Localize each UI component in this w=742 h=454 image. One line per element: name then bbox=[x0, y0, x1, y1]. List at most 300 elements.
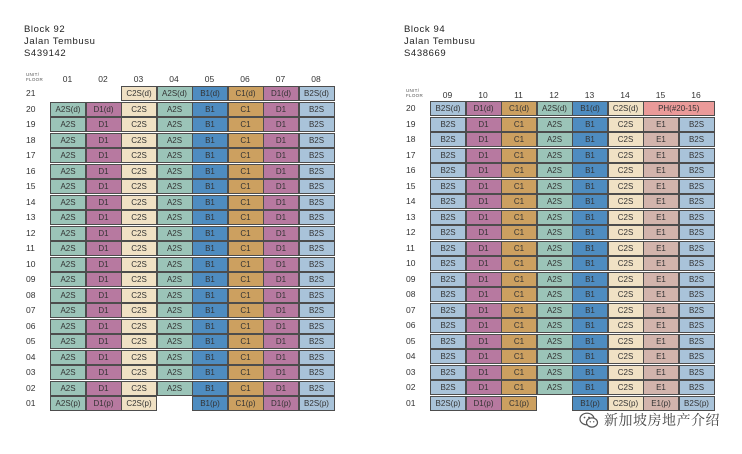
unit-cell: D1 bbox=[466, 365, 502, 380]
unit-cell: A2S bbox=[157, 133, 193, 148]
unit-cell: D1 bbox=[263, 365, 299, 380]
unit-cell: C1 bbox=[501, 256, 537, 271]
unit-cell: D1 bbox=[86, 272, 122, 287]
unit-cell: C2S bbox=[608, 117, 644, 132]
unit-cell: E1 bbox=[643, 163, 679, 178]
unit-cell: C2S(p) bbox=[608, 396, 644, 411]
block-92-header bbox=[24, 24, 96, 60]
unit-cell: A2S(p) bbox=[50, 396, 86, 411]
unit-cell: A2S bbox=[50, 334, 86, 349]
unit-cell: B1 bbox=[572, 272, 608, 287]
unit-cell: E1 bbox=[643, 148, 679, 163]
unit-cell: C2S bbox=[121, 303, 157, 318]
unit-column-header: 07 bbox=[275, 74, 286, 84]
unit-column-header: 09 bbox=[442, 90, 453, 100]
unit-cell: E1 bbox=[643, 210, 679, 225]
unit-cell: C2S bbox=[121, 350, 157, 365]
unit-cell: A2S bbox=[50, 350, 86, 365]
unit-cell: B2S bbox=[679, 179, 715, 194]
unit-column-header: 14 bbox=[620, 90, 630, 100]
unit-cell: C1 bbox=[228, 365, 264, 380]
unit-cell: E1 bbox=[643, 256, 679, 271]
unit-cell: B2S bbox=[299, 350, 335, 365]
unit-cell: C1 bbox=[501, 365, 537, 380]
floor-row-label: 18 bbox=[26, 134, 36, 145]
unit-cell: B2S bbox=[430, 272, 466, 287]
unit-cell: D1 bbox=[263, 210, 299, 225]
unit-cell: B1 bbox=[192, 350, 228, 365]
floor-row-label: 16 bbox=[406, 165, 416, 175]
unit-cell: A2S bbox=[537, 256, 573, 271]
unit-cell: D1 bbox=[466, 349, 502, 364]
unit-cell: D1 bbox=[263, 148, 299, 163]
unit-cell: A2S bbox=[157, 148, 193, 163]
unit-cell: D1 bbox=[466, 179, 502, 194]
unit-cell: B2S bbox=[430, 318, 466, 333]
unit-floor-corner-label: UNIT/ FLOOR bbox=[26, 72, 44, 82]
unit-cell: B1(p) bbox=[572, 396, 608, 411]
unit-cell: B2S bbox=[430, 132, 466, 147]
unit-cell: B1 bbox=[192, 179, 228, 194]
unit-cell: C1(p) bbox=[228, 396, 264, 411]
unit-cell: C1 bbox=[501, 148, 537, 163]
unit-cell: B1 bbox=[192, 241, 228, 256]
unit-cell: D1 bbox=[86, 319, 122, 334]
unit-cell: E1 bbox=[643, 272, 679, 287]
unit-cell: E1 bbox=[643, 179, 679, 194]
unit-cell: E1 bbox=[643, 303, 679, 318]
unit-floor-corner-label: UNIT/ FLOOR bbox=[406, 88, 424, 98]
unit-cell: B2S bbox=[299, 210, 335, 225]
unit-cell: E1 bbox=[643, 365, 679, 380]
unit-cell: C2S bbox=[121, 319, 157, 334]
unit-cell: E1 bbox=[643, 241, 679, 256]
unit-cell: D1 bbox=[466, 318, 502, 333]
floor-row-label: 19 bbox=[26, 119, 36, 129]
unit-cell: B1 bbox=[192, 319, 228, 334]
unit-cell: D1 bbox=[86, 133, 122, 148]
unit-cell: C1 bbox=[228, 210, 264, 225]
unit-cell: D1 bbox=[466, 132, 502, 147]
unit-cell: B1 bbox=[192, 117, 228, 132]
unit-cell: C2S bbox=[121, 365, 157, 380]
unit-cell: C1 bbox=[228, 319, 264, 334]
unit-cell: C1 bbox=[501, 241, 537, 256]
unit-cell: B2S bbox=[430, 194, 466, 209]
unit-column-header: 15 bbox=[655, 90, 666, 100]
unit-cell: B2S bbox=[430, 380, 466, 395]
unit-cell: B1 bbox=[192, 288, 228, 303]
unit-cell: A2S bbox=[537, 334, 573, 349]
floor-row-label: 07 bbox=[406, 304, 416, 315]
floor-row-label: 16 bbox=[26, 165, 36, 176]
unit-cell: D1(p) bbox=[466, 396, 502, 411]
unit-cell: PH(#20-15) bbox=[643, 101, 715, 116]
floor-row-label: 06 bbox=[406, 320, 416, 330]
unit-cell: A2S bbox=[157, 272, 193, 287]
wechat-icon bbox=[579, 412, 599, 429]
unit-cell: B2S(p) bbox=[299, 396, 335, 411]
unit-cell: D1 bbox=[466, 225, 502, 240]
unit-cell: B1 bbox=[572, 132, 608, 147]
unit-cell: D1 bbox=[466, 303, 502, 318]
floor-row-label: 05 bbox=[406, 335, 416, 346]
unit-cell: E1 bbox=[643, 334, 679, 349]
unit-cell: B2S bbox=[430, 365, 466, 380]
unit-cell: A2S(d) bbox=[157, 86, 193, 101]
unit-cell: B1 bbox=[572, 287, 608, 302]
floor-row-label: 02 bbox=[26, 382, 36, 393]
floor-row-label: 03 bbox=[406, 366, 416, 377]
unit-cell: C1 bbox=[228, 133, 264, 148]
unit-cell: D1 bbox=[263, 195, 299, 210]
unit-cell: A2S bbox=[537, 148, 573, 163]
unit-cell: B2S bbox=[679, 349, 715, 364]
unit-cell: C1 bbox=[228, 303, 264, 318]
unit-cell: C1 bbox=[501, 163, 537, 178]
block-postal: S439142 bbox=[24, 48, 67, 59]
unit-cell: D1 bbox=[86, 350, 122, 365]
unit-cell: A2S bbox=[50, 226, 86, 241]
unit-cell: B1(d) bbox=[572, 101, 608, 116]
unit-cell: C1(d) bbox=[228, 86, 264, 101]
unit-cell: C2S(d) bbox=[608, 101, 644, 116]
unit-cell: B1 bbox=[192, 334, 228, 349]
floor-row-label: 10 bbox=[406, 258, 416, 268]
unit-cell: A2S(d) bbox=[50, 102, 86, 117]
unit-cell: C1 bbox=[228, 381, 264, 396]
unit-cell: C1 bbox=[501, 380, 537, 395]
unit-cell: B1 bbox=[572, 318, 608, 333]
floor-row-label: 12 bbox=[406, 227, 416, 237]
unit-cell: C2S bbox=[608, 225, 644, 240]
unit-cell: B2S bbox=[430, 148, 466, 163]
unit-cell: D1 bbox=[86, 365, 122, 380]
floor-row-label: 08 bbox=[406, 289, 416, 299]
unit-cell: B1(p) bbox=[192, 396, 228, 411]
unit-cell: A2S bbox=[50, 319, 86, 334]
unit-cell: B2S bbox=[299, 288, 335, 303]
unit-cell: E1 bbox=[643, 225, 679, 240]
unit-cell: B2S bbox=[430, 287, 466, 302]
unit-cell: D1 bbox=[86, 195, 122, 210]
unit-cell: B2S bbox=[679, 303, 715, 318]
unit-cell: B1 bbox=[572, 225, 608, 240]
block-postal: S438669 bbox=[404, 48, 447, 59]
unit-cell: B2S bbox=[299, 179, 335, 194]
unit-cell: B2S bbox=[299, 319, 335, 334]
unit-cell: C2S bbox=[608, 179, 644, 194]
unit-cell: D1 bbox=[263, 102, 299, 117]
unit-cell: B2S bbox=[299, 241, 335, 256]
floor-row-label: 01 bbox=[26, 398, 36, 408]
unit-cell: A2S bbox=[157, 195, 193, 210]
unit-cell: E1 bbox=[643, 117, 679, 132]
unit-cell: D1 bbox=[263, 303, 299, 318]
unit-cell: B2S bbox=[679, 287, 715, 302]
unit-cell: C1 bbox=[228, 226, 264, 241]
unit-cell: B1 bbox=[192, 102, 228, 117]
unit-cell: B1 bbox=[192, 257, 228, 272]
floor-row-label: 20 bbox=[26, 103, 36, 114]
unit-cell: A2S bbox=[157, 117, 193, 132]
unit-cell: A2S bbox=[157, 319, 193, 334]
unit-cell: C1 bbox=[501, 225, 537, 240]
unit-cell: A2S bbox=[157, 241, 193, 256]
unit-column-header: 11 bbox=[514, 90, 523, 100]
unit-cell: B2S(p) bbox=[679, 396, 715, 411]
unit-cell: B1 bbox=[192, 303, 228, 318]
unit-cell: B2S bbox=[679, 163, 715, 178]
unit-cell: B2S(d) bbox=[430, 101, 466, 116]
unit-cell: B1 bbox=[192, 148, 228, 163]
unit-cell: C1 bbox=[228, 350, 264, 365]
unit-cell: A2S bbox=[537, 365, 573, 380]
unit-cell: D1 bbox=[466, 334, 502, 349]
floor-row-label: 05 bbox=[26, 336, 36, 346]
unit-cell: D1 bbox=[466, 272, 502, 287]
unit-cell: A2S bbox=[157, 303, 193, 318]
floor-row-label: 13 bbox=[26, 212, 36, 222]
unit-cell: C1 bbox=[501, 117, 537, 132]
unit-cell: D1(d) bbox=[263, 86, 299, 101]
floor-row-label: 06 bbox=[26, 320, 36, 331]
unit-cell: B2S bbox=[679, 225, 715, 240]
unit-cell: D1 bbox=[86, 303, 122, 318]
unit-cell: C2S(d) bbox=[121, 86, 157, 101]
unit-cell: A2S bbox=[50, 195, 86, 210]
floor-row-label: 17 bbox=[26, 150, 36, 160]
floor-row-label: 03 bbox=[26, 367, 36, 377]
unit-column-header: 08 bbox=[311, 74, 321, 84]
floor-row-label: 14 bbox=[406, 196, 416, 206]
unit-cell: D1 bbox=[466, 194, 502, 209]
unit-cell: C1 bbox=[228, 195, 264, 210]
unit-cell: C1 bbox=[501, 132, 537, 147]
unit-cell: B2S bbox=[430, 163, 466, 178]
floor-row-label: 13 bbox=[406, 211, 416, 222]
unit-cell: C2S bbox=[608, 132, 644, 147]
unit-cell: C2S bbox=[608, 210, 644, 225]
unit-cell: C1 bbox=[501, 318, 537, 333]
unit-cell: B2S bbox=[679, 132, 715, 147]
unit-column-header: 12 bbox=[549, 90, 559, 100]
floor-row-label: 11 bbox=[406, 242, 415, 253]
unit-cell: D1 bbox=[466, 241, 502, 256]
unit-cell: C2S bbox=[608, 256, 644, 271]
unit-cell: A2S bbox=[157, 381, 193, 396]
unit-cell: A2S bbox=[157, 102, 193, 117]
unit-cell: B1 bbox=[572, 334, 608, 349]
unit-cell: C1 bbox=[501, 287, 537, 302]
unit-cell: C1 bbox=[228, 272, 264, 287]
unit-cell: A2S bbox=[537, 132, 573, 147]
unit-cell: C1 bbox=[228, 257, 264, 272]
floor-row-label: 20 bbox=[406, 103, 416, 113]
unit-cell: D1(p) bbox=[86, 396, 122, 411]
unit-cell: A2S bbox=[537, 117, 573, 132]
unit-cell: A2S bbox=[537, 272, 573, 287]
unit-cell: D1 bbox=[466, 163, 502, 178]
unit-column-header: 03 bbox=[133, 74, 144, 84]
unit-cell: C1 bbox=[501, 303, 537, 318]
unit-cell: C2S bbox=[121, 133, 157, 148]
unit-cell: A2S bbox=[50, 164, 86, 179]
unit-cell: C2S bbox=[121, 179, 157, 194]
unit-cell: D1 bbox=[263, 319, 299, 334]
unit-cell: C2S bbox=[608, 303, 644, 318]
unit-cell: C2S bbox=[121, 288, 157, 303]
unit-cell: E1 bbox=[643, 380, 679, 395]
unit-cell: A2S bbox=[537, 210, 573, 225]
floor-row-label: 12 bbox=[26, 227, 36, 238]
unit-cell: C1 bbox=[501, 179, 537, 194]
unit-cell: B2S bbox=[299, 303, 335, 318]
unit-cell: C1 bbox=[228, 241, 264, 256]
unit-cell: B2S bbox=[430, 179, 466, 194]
unit-column-header: 16 bbox=[691, 90, 701, 100]
floor-row-label: 04 bbox=[406, 351, 416, 361]
unit-cell: A2S bbox=[50, 365, 86, 380]
unit-column-header: 10 bbox=[478, 90, 488, 100]
unit-column-header: 13 bbox=[584, 90, 595, 100]
unit-cell: B2S bbox=[430, 117, 466, 132]
unit-cell: C2S bbox=[121, 117, 157, 132]
unit-column-header: 01 bbox=[62, 74, 73, 84]
unit-cell: A2S bbox=[537, 303, 573, 318]
unit-cell: D1 bbox=[263, 226, 299, 241]
unit-cell: D1 bbox=[263, 117, 299, 132]
unit-cell: C2S bbox=[121, 164, 157, 179]
unit-cell: D1 bbox=[86, 257, 122, 272]
unit-cell: C2S bbox=[121, 226, 157, 241]
unit-cell: D1 bbox=[263, 334, 299, 349]
unit-cell: B2S bbox=[299, 381, 335, 396]
floor-row-label: 11 bbox=[26, 243, 35, 253]
unit-cell: B2S bbox=[430, 334, 466, 349]
unit-cell: E1 bbox=[643, 132, 679, 147]
unit-cell: A2S bbox=[157, 226, 193, 241]
unit-column-header: 06 bbox=[240, 74, 250, 84]
unit-cell: D1 bbox=[466, 380, 502, 395]
unit-cell: A2S bbox=[50, 303, 86, 318]
unit-cell: A2S bbox=[157, 257, 193, 272]
unit-cell: A2S bbox=[50, 381, 86, 396]
floor-row-label: 10 bbox=[26, 258, 36, 269]
unit-cell: C2S bbox=[608, 272, 644, 287]
unit-cell: B2S bbox=[299, 257, 335, 272]
unit-cell: D1 bbox=[86, 226, 122, 241]
unit-cell: B1 bbox=[572, 148, 608, 163]
unit-cell: C1 bbox=[228, 102, 264, 117]
watermark bbox=[579, 410, 720, 430]
unit-cell: B1 bbox=[572, 256, 608, 271]
unit-cell: C2S(p) bbox=[121, 396, 157, 411]
unit-cell: B1 bbox=[192, 195, 228, 210]
unit-cell: D1 bbox=[86, 210, 122, 225]
unit-cell: C2S bbox=[121, 257, 157, 272]
unit-cell: A2S(d) bbox=[537, 101, 573, 116]
unit-cell: B2S bbox=[299, 195, 335, 210]
floor-row-label: 15 bbox=[406, 180, 416, 191]
unit-cell: A2S bbox=[537, 318, 573, 333]
unit-cell: A2S bbox=[50, 257, 86, 272]
unit-cell: C2S bbox=[121, 102, 157, 117]
unit-cell: A2S bbox=[157, 365, 193, 380]
floor-row-label: 02 bbox=[406, 382, 416, 392]
unit-cell: C1 bbox=[228, 148, 264, 163]
unit-cell: B2S bbox=[299, 164, 335, 179]
unit-cell: C1 bbox=[228, 164, 264, 179]
unit-cell: B1 bbox=[572, 163, 608, 178]
unit-cell: A2S bbox=[537, 349, 573, 364]
unit-cell: D1 bbox=[466, 287, 502, 302]
floor-row-label: 14 bbox=[26, 196, 36, 207]
unit-cell: B2S bbox=[679, 256, 715, 271]
unit-cell: C2S bbox=[121, 334, 157, 349]
unit-cell: B2S(p) bbox=[430, 396, 466, 411]
unit-cell: D1 bbox=[86, 164, 122, 179]
unit-cell: B2S bbox=[679, 194, 715, 209]
unit-column-header: 02 bbox=[98, 74, 108, 84]
unit-cell: B1 bbox=[572, 241, 608, 256]
unit-cell: C1 bbox=[228, 117, 264, 132]
unit-cell: C2S bbox=[121, 195, 157, 210]
block-94-header bbox=[404, 24, 476, 60]
unit-cell: A2S bbox=[537, 380, 573, 395]
unit-cell: D1 bbox=[263, 179, 299, 194]
unit-cell: C2S bbox=[121, 381, 157, 396]
block-name: Block 94 bbox=[404, 24, 446, 35]
unit-cell: B2S bbox=[679, 148, 715, 163]
unit-column-header: 04 bbox=[169, 74, 179, 84]
unit-cell: C1 bbox=[501, 349, 537, 364]
unit-cell: B2S bbox=[679, 380, 715, 395]
unit-cell: A2S bbox=[50, 288, 86, 303]
unit-cell: C1(p) bbox=[501, 396, 537, 411]
unit-cell: D1(p) bbox=[263, 396, 299, 411]
unit-cell: C2S bbox=[608, 241, 644, 256]
unit-cell: D1 bbox=[86, 288, 122, 303]
unit-cell: A2S bbox=[537, 163, 573, 178]
unit-cell: A2S bbox=[157, 179, 193, 194]
unit-cell: B1 bbox=[572, 303, 608, 318]
unit-cell: A2S bbox=[537, 241, 573, 256]
unit-cell: B2S bbox=[299, 226, 335, 241]
unit-cell: C2S bbox=[608, 349, 644, 364]
unit-cell: B2S bbox=[679, 117, 715, 132]
block-street: Jalan Tembusu bbox=[24, 36, 96, 47]
unit-cell: D1 bbox=[86, 117, 122, 132]
unit-cell: C1 bbox=[228, 179, 264, 194]
unit-cell: B2S bbox=[299, 117, 335, 132]
floor-row-label: 15 bbox=[26, 181, 36, 191]
unit-cell: E1 bbox=[643, 287, 679, 302]
unit-cell: C2S bbox=[121, 148, 157, 163]
unit-cell: B2S bbox=[679, 272, 715, 287]
unit-cell: A2S bbox=[50, 179, 86, 194]
unit-cell: B1 bbox=[572, 365, 608, 380]
unit-cell: B1 bbox=[192, 272, 228, 287]
unit-cell: B2S bbox=[430, 225, 466, 240]
unit-cell: B2S bbox=[679, 241, 715, 256]
unit-cell: A2S bbox=[50, 148, 86, 163]
unit-cell: D1(d) bbox=[86, 102, 122, 117]
unit-cell: C2S bbox=[608, 163, 644, 178]
unit-cell: B2S bbox=[430, 210, 466, 225]
unit-cell: D1 bbox=[263, 164, 299, 179]
unit-cell: E1 bbox=[643, 194, 679, 209]
